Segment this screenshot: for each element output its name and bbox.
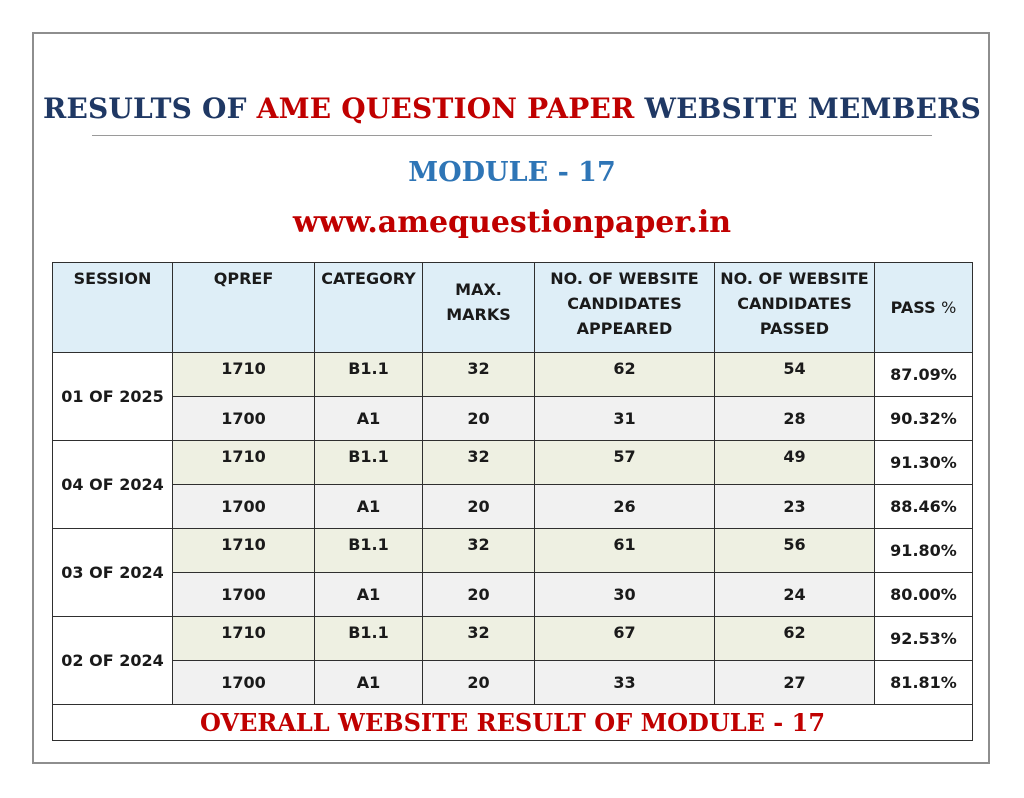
title-part-3: WEBSITE MEMBERS bbox=[634, 92, 982, 125]
passed-cell: 49 bbox=[715, 441, 875, 485]
column-header-session: SESSION bbox=[53, 263, 173, 353]
title-part-2: AME QUESTION PAPER bbox=[256, 92, 635, 125]
table-row bbox=[53, 573, 973, 617]
appeared-cell: 67 bbox=[535, 617, 715, 661]
table-row bbox=[53, 485, 973, 529]
table-row bbox=[53, 397, 973, 441]
category-cell: B1.1 bbox=[315, 441, 423, 485]
appeared-cell: 31 bbox=[535, 397, 715, 441]
title-part-1: RESULTS OF bbox=[42, 92, 257, 125]
max-marks-cell: 20 bbox=[423, 485, 535, 529]
max-marks-cell: 32 bbox=[423, 441, 535, 485]
passed-cell: 23 bbox=[715, 485, 875, 529]
appeared-cell: 62 bbox=[535, 353, 715, 397]
category-cell: B1.1 bbox=[315, 617, 423, 661]
max-marks-cell: 32 bbox=[423, 353, 535, 397]
column-header-pass-pct: PASS % bbox=[875, 263, 973, 353]
passed-cell: 62 bbox=[715, 617, 875, 661]
session-cell: 01 OF 2025 bbox=[53, 353, 173, 441]
qpref-cell: 1710 bbox=[173, 617, 315, 661]
appeared-cell: 61 bbox=[535, 529, 715, 573]
passed-cell: 56 bbox=[715, 529, 875, 573]
qpref-cell: 1700 bbox=[173, 661, 315, 705]
category-cell: B1.1 bbox=[315, 353, 423, 397]
max-marks-cell: 32 bbox=[423, 617, 535, 661]
qpref-cell: 1700 bbox=[173, 573, 315, 617]
table-row bbox=[53, 661, 973, 705]
category-cell: A1 bbox=[315, 661, 423, 705]
pass-pct-cell: 88.46% bbox=[875, 485, 973, 529]
pass-pct-cell: 80.00% bbox=[875, 573, 973, 617]
pass-pct-cell: 81.81% bbox=[875, 661, 973, 705]
category-cell: A1 bbox=[315, 397, 423, 441]
max-marks-cell: 20 bbox=[423, 661, 535, 705]
max-marks-cell: 32 bbox=[423, 529, 535, 573]
overall-result-footer: OVERALL WEBSITE RESULT OF MODULE - 17 bbox=[53, 705, 973, 741]
appeared-cell: 26 bbox=[535, 485, 715, 529]
column-header-qpref: QPREF bbox=[173, 263, 315, 353]
pass-pct-cell: 90.32% bbox=[875, 397, 973, 441]
table-row bbox=[53, 353, 973, 397]
module-heading: MODULE - 17 bbox=[408, 157, 616, 188]
qpref-cell: 1700 bbox=[173, 485, 315, 529]
column-header-max-marks: MAX. MARKS bbox=[423, 263, 535, 353]
column-header-appeared: NO. OF WEBSITE CANDIDATES APPEARED bbox=[535, 263, 715, 353]
max-marks-cell: 20 bbox=[423, 397, 535, 441]
table-header-row bbox=[53, 263, 973, 353]
passed-cell: 24 bbox=[715, 573, 875, 617]
appeared-cell: 30 bbox=[535, 573, 715, 617]
results-table bbox=[52, 262, 973, 741]
session-cell: 04 OF 2024 bbox=[53, 441, 173, 529]
category-cell: A1 bbox=[315, 485, 423, 529]
pass-pct-cell: 91.80% bbox=[875, 529, 973, 573]
website-url: www.amequestionpaper.in bbox=[292, 205, 732, 240]
table-row bbox=[53, 529, 973, 573]
title-divider bbox=[92, 135, 932, 136]
category-cell: B1.1 bbox=[315, 529, 423, 573]
table-row bbox=[53, 617, 973, 661]
column-header-category: CATEGORY bbox=[315, 263, 423, 353]
passed-cell: 54 bbox=[715, 353, 875, 397]
session-cell: 02 OF 2024 bbox=[53, 617, 173, 705]
qpref-cell: 1710 bbox=[173, 353, 315, 397]
passed-cell: 27 bbox=[715, 661, 875, 705]
session-cell: 03 OF 2024 bbox=[53, 529, 173, 617]
qpref-cell: 1710 bbox=[173, 529, 315, 573]
pass-pct-cell: 92.53% bbox=[875, 617, 973, 661]
pass-pct-cell: 87.09% bbox=[875, 353, 973, 397]
qpref-cell: 1700 bbox=[173, 397, 315, 441]
appeared-cell: 57 bbox=[535, 441, 715, 485]
max-marks-cell: 20 bbox=[423, 573, 535, 617]
pass-pct-cell: 91.30% bbox=[875, 441, 973, 485]
qpref-cell: 1710 bbox=[173, 441, 315, 485]
table-footer-row bbox=[53, 705, 973, 741]
page-title bbox=[0, 92, 1024, 125]
column-header-passed: NO. OF WEBSITE CANDIDATES PASSED bbox=[715, 263, 875, 353]
appeared-cell: 33 bbox=[535, 661, 715, 705]
category-cell: A1 bbox=[315, 573, 423, 617]
passed-cell: 28 bbox=[715, 397, 875, 441]
table-row bbox=[53, 441, 973, 485]
